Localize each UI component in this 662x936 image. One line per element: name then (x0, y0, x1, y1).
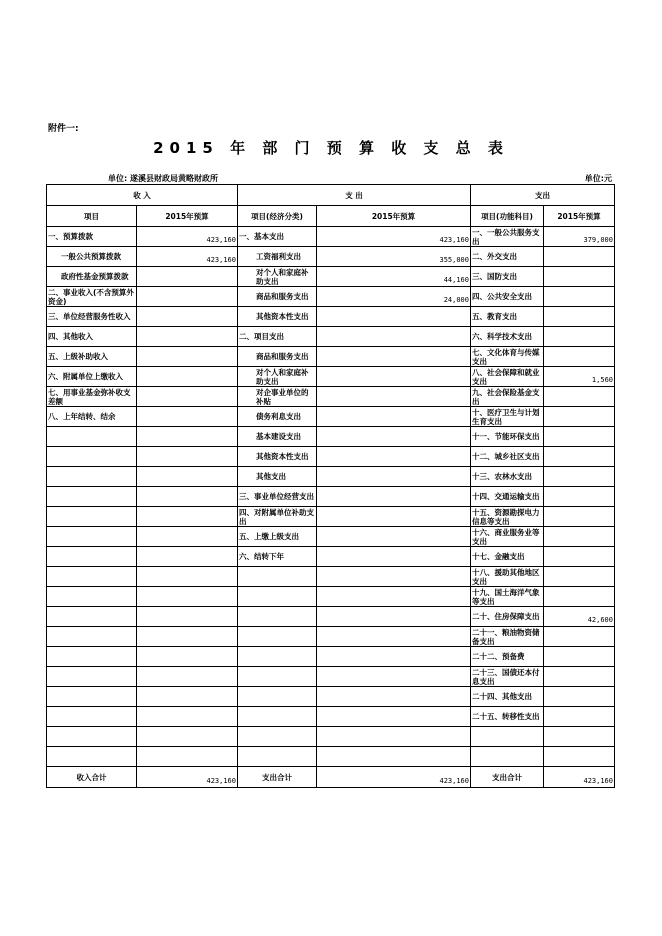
table-row (47, 587, 615, 607)
expense-functional-budget (544, 667, 615, 687)
income-item: 一般公共预算拨款 (47, 247, 137, 267)
income-budget (137, 427, 238, 447)
table-row (47, 427, 615, 447)
expense-economic-budget (317, 747, 471, 767)
expense-functional-budget (544, 467, 615, 487)
income-budget (137, 667, 238, 687)
functional-total-label: 支出合计 (471, 767, 544, 788)
expense-economic-budget (317, 727, 471, 747)
income-item (47, 507, 137, 527)
table-row (47, 527, 615, 547)
income-budget (137, 607, 238, 627)
expense-economic-item: 工资福利支出 (238, 247, 317, 267)
expense-functional-item: 八、社会保障和就业支出 (471, 367, 544, 387)
income-budget (137, 567, 238, 587)
table-row (47, 347, 615, 367)
expense-functional-item: 十三、农林水支出 (471, 467, 544, 487)
table-row (47, 407, 615, 427)
income-item (47, 427, 137, 447)
expense-functional-budget (544, 347, 615, 367)
income-budget (137, 747, 238, 767)
expense-economic-item (238, 687, 317, 707)
table-row (47, 487, 615, 507)
expense-functional-item: 十七、金融支出 (471, 547, 544, 567)
expense-economic-budget (317, 667, 471, 687)
expense-economic-budget (317, 487, 471, 507)
expense-economic-budget (317, 507, 471, 527)
income-item (47, 647, 137, 667)
income-budget (137, 447, 238, 467)
expense-economic-budget (317, 627, 471, 647)
expense-functional-budget (544, 267, 615, 287)
table-row (47, 747, 615, 767)
expense-economic-budget: 355,000 (317, 247, 471, 267)
expense-economic-item (238, 667, 317, 687)
expense-economic-budget (317, 707, 471, 727)
income-item (47, 467, 137, 487)
expense-economic-budget (317, 647, 471, 667)
table-row (47, 687, 615, 707)
expense-functional-budget (544, 587, 615, 607)
table-row (47, 647, 615, 667)
expense-total-value: 423,160 (317, 767, 471, 788)
income-item (47, 687, 137, 707)
col-header-functional-item: 项目(功能科目) (471, 206, 544, 227)
expense-functional-budget (544, 447, 615, 467)
col-header-budget: 2015年预算 (544, 206, 615, 227)
expense-functional-budget (544, 527, 615, 547)
table-row (47, 367, 615, 387)
table-row (47, 567, 615, 587)
expense-functional-item: 十九、国土海洋气象等支出 (471, 587, 544, 607)
income-budget (137, 547, 238, 567)
income-item (47, 627, 137, 647)
functional-total-value: 423,160 (544, 767, 615, 788)
income-item (47, 747, 137, 767)
table-row (47, 547, 615, 567)
income-item (47, 447, 137, 467)
expense-functional-item: 十五、资源勘探电力信息等支出 (471, 507, 544, 527)
expense-functional-budget: 379,000 (544, 227, 615, 247)
income-item (47, 487, 137, 507)
expense-economic-item (238, 587, 317, 607)
income-budget: 423,160 (137, 247, 238, 267)
expense-functional-item: 二十五、转移性支出 (471, 707, 544, 727)
expense-economic-item: 对企事业单位的补贴 (238, 387, 317, 407)
expense-economic-item: 一、基本支出 (238, 227, 317, 247)
expense-economic-item (238, 607, 317, 627)
expense-economic-item (238, 727, 317, 747)
col-header-budget: 2015年预算 (317, 206, 471, 227)
unit-currency: 单位:元 (584, 174, 612, 183)
income-item (47, 547, 137, 567)
col-header-item: 项目 (47, 206, 137, 227)
page-title: 2015 年 部 门 预 算 收 支 总 表 (153, 139, 509, 157)
income-budget: 423,160 (137, 227, 238, 247)
expense-functional-item: 十二、城乡社区支出 (471, 447, 544, 467)
expense-economic-budget (317, 367, 471, 387)
expense-functional-budget (544, 507, 615, 527)
expense-functional-item: 七、文化体育与传媒支出 (471, 347, 544, 367)
income-budget (137, 507, 238, 527)
expense-economic-item: 基本建设支出 (238, 427, 317, 447)
expense-functional-item: 二十一、粮油物资储备支出 (471, 627, 544, 647)
expense-functional-item: 九、社会保险基金支出 (471, 387, 544, 407)
expense-economic-item: 对个人和家庭补助支出 (238, 267, 317, 287)
attachment-label: 附件一: (48, 124, 79, 134)
expense-functional-budget (544, 327, 615, 347)
expense-economic-item: 三、事业单位经营支出 (238, 487, 317, 507)
table-row (47, 227, 615, 247)
expense-economic-budget (317, 607, 471, 627)
table-row (47, 447, 615, 467)
expense-functional-item: 四、公共安全支出 (471, 287, 544, 307)
expense-functional-item: 十八、援助其他地区支出 (471, 567, 544, 587)
expense-economic-item: 债务利息支出 (238, 407, 317, 427)
expense-economic-item (238, 647, 317, 667)
table-row (47, 727, 615, 747)
table-row (47, 507, 615, 527)
income-item: 六、附属单位上缴收入 (47, 367, 137, 387)
income-item: 一、预算拨款 (47, 227, 137, 247)
income-budget (137, 727, 238, 747)
expense-functional-item: 十一、节能环保支出 (471, 427, 544, 447)
income-item: 七、用事业基金弥补收支差额 (47, 387, 137, 407)
table-row (47, 627, 615, 647)
expense-economic-item (238, 567, 317, 587)
expense-functional-budget: 42,600 (544, 607, 615, 627)
expense-functional-item: 十六、商业服务业等支出 (471, 527, 544, 547)
income-item (47, 707, 137, 727)
expense-functional-budget (544, 387, 615, 407)
table-row (47, 387, 615, 407)
income-item (47, 727, 137, 747)
expense-functional-budget (544, 747, 615, 767)
expense-functional-budget: 1,560 (544, 367, 615, 387)
expense-functional-budget (544, 727, 615, 747)
expense-functional-budget (544, 307, 615, 327)
expense-functional-item: 十、医疗卫生与计划生育支出 (471, 407, 544, 427)
income-budget (137, 387, 238, 407)
budget-summary-table (46, 184, 615, 788)
expense-functional-item: 五、教育支出 (471, 307, 544, 327)
header-expense-functional: 支出 (471, 185, 615, 206)
header-income: 收 入 (47, 185, 238, 206)
expense-economic-item: 商品和服务支出 (238, 347, 317, 367)
income-item (47, 567, 137, 587)
table-row (47, 667, 615, 687)
expense-economic-item: 四、对附属单位补助支出 (238, 507, 317, 527)
income-budget (137, 647, 238, 667)
expense-economic-item: 商品和服务支出 (238, 287, 317, 307)
expense-economic-budget (317, 387, 471, 407)
expense-functional-budget (544, 707, 615, 727)
income-item: 二、事业收入(不含预算外资金) (47, 287, 137, 307)
expense-economic-item: 其他支出 (238, 467, 317, 487)
expense-economic-budget (317, 587, 471, 607)
header-expense-economic: 支 出 (238, 185, 471, 206)
expense-economic-budget (317, 547, 471, 567)
income-total-value: 423,160 (137, 767, 238, 788)
income-budget (137, 707, 238, 727)
income-item (47, 607, 137, 627)
col-header-economic-item: 项目(经济分类) (238, 206, 317, 227)
expense-economic-item: 对个人和家庭补助支出 (238, 367, 317, 387)
income-budget (137, 307, 238, 327)
income-item (47, 667, 137, 687)
expense-functional-budget (544, 647, 615, 667)
income-budget (137, 527, 238, 547)
expense-functional-budget (544, 287, 615, 307)
table-row (47, 247, 615, 267)
expense-functional-item: 二十四、其他支出 (471, 687, 544, 707)
expense-total-label: 支出合计 (238, 767, 317, 788)
expense-economic-budget (317, 467, 471, 487)
table-row (47, 287, 615, 307)
expense-functional-item: 二十二、预备费 (471, 647, 544, 667)
table-row (47, 267, 615, 287)
expense-functional-budget (544, 627, 615, 647)
expense-functional-budget (544, 247, 615, 267)
income-budget (137, 287, 238, 307)
income-budget (137, 407, 238, 427)
income-item: 三、单位经营服务性收入 (47, 307, 137, 327)
expense-economic-item (238, 747, 317, 767)
income-item (47, 587, 137, 607)
table-row (47, 607, 615, 627)
income-budget (137, 267, 238, 287)
expense-economic-budget (317, 687, 471, 707)
expense-economic-item: 五、上缴上级支出 (238, 527, 317, 547)
expense-economic-budget (317, 567, 471, 587)
expense-economic-budget: 44,160 (317, 267, 471, 287)
income-item: 四、其他收入 (47, 327, 137, 347)
expense-functional-item: 三、国防支出 (471, 267, 544, 287)
expense-functional-item: 二十三、国债还本付息支出 (471, 667, 544, 687)
expense-functional-budget (544, 407, 615, 427)
expense-functional-item (471, 727, 544, 747)
expense-economic-budget (317, 447, 471, 467)
expense-economic-budget (317, 347, 471, 367)
expense-functional-budget (544, 547, 615, 567)
income-budget (137, 487, 238, 507)
income-item (47, 527, 137, 547)
expense-economic-item: 其他资本性支出 (238, 447, 317, 467)
income-item: 八、上年结转、结余 (47, 407, 137, 427)
expense-economic-budget (317, 407, 471, 427)
expense-economic-item: 其他资本性支出 (238, 307, 317, 327)
expense-economic-budget (317, 307, 471, 327)
income-budget (137, 467, 238, 487)
income-budget (137, 627, 238, 647)
table-row (47, 307, 615, 327)
expense-economic-budget: 24,000 (317, 287, 471, 307)
income-budget (137, 327, 238, 347)
expense-functional-item (471, 747, 544, 767)
income-budget (137, 347, 238, 367)
expense-economic-item: 二、项目支出 (238, 327, 317, 347)
expense-economic-budget: 423,160 (317, 227, 471, 247)
expense-economic-item (238, 627, 317, 647)
income-item: 政府性基金预算拨款 (47, 267, 137, 287)
expense-functional-budget (544, 687, 615, 707)
expense-functional-item: 二十、住房保障支出 (471, 607, 544, 627)
income-total-label: 收入合计 (47, 767, 137, 788)
expense-functional-budget (544, 567, 615, 587)
unit-organization: 单位: 遂溪县财政局黄略财政所 (108, 174, 218, 183)
expense-functional-item: 二、外交支出 (471, 247, 544, 267)
expense-economic-item (238, 707, 317, 727)
expense-economic-item: 六、结转下年 (238, 547, 317, 567)
income-budget (137, 587, 238, 607)
expense-functional-item: 六、科学技术支出 (471, 327, 544, 347)
expense-functional-item: 一、一般公共服务支出 (471, 227, 544, 247)
expense-functional-budget (544, 427, 615, 447)
col-header-budget: 2015年预算 (137, 206, 238, 227)
expense-economic-budget (317, 427, 471, 447)
table-row (47, 467, 615, 487)
expense-functional-item: 十四、交通运输支出 (471, 487, 544, 507)
expense-economic-budget (317, 527, 471, 547)
expense-economic-budget (317, 327, 471, 347)
income-item: 五、上级补助收入 (47, 347, 137, 367)
income-budget (137, 367, 238, 387)
income-budget (137, 687, 238, 707)
expense-functional-budget (544, 487, 615, 507)
table-row (47, 707, 615, 727)
table-row (47, 327, 615, 347)
